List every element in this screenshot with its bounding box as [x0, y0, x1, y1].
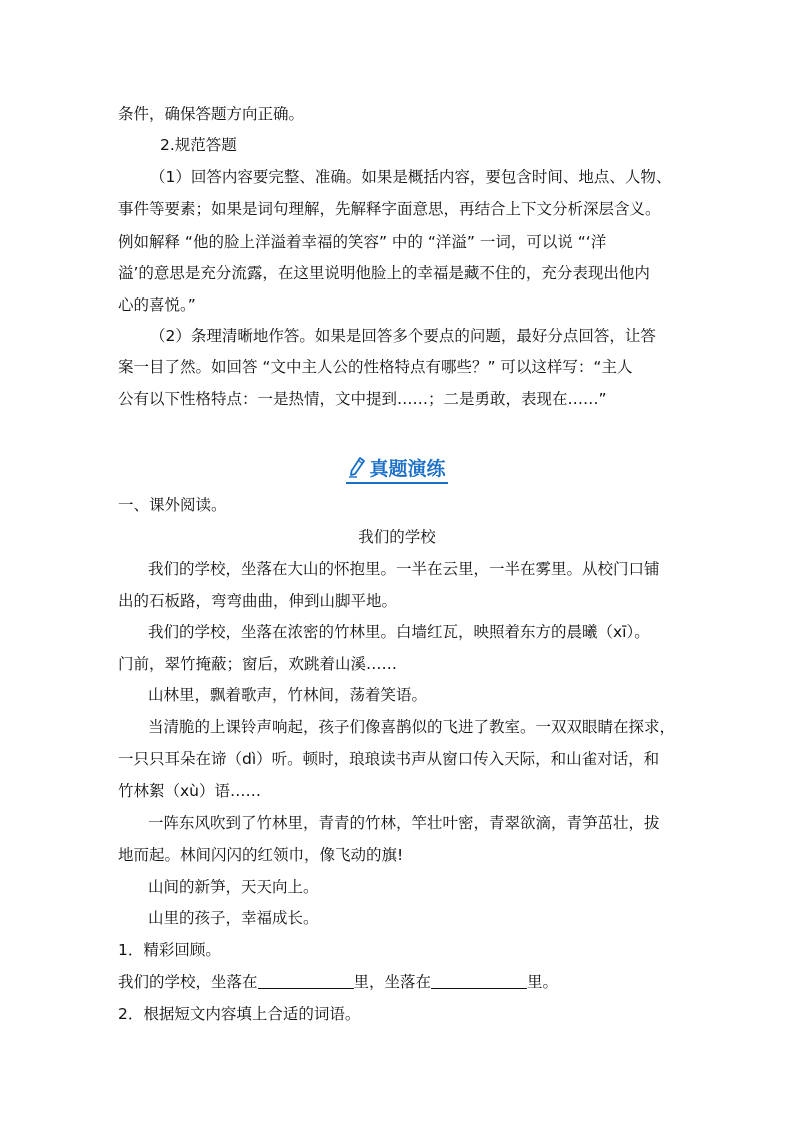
- question-1-text: 我们的学校，坐落在: [118, 973, 258, 991]
- passage-line: 门前，翠竹掩蔽；窗后，欢跳着山溪……: [118, 655, 398, 673]
- passage-line: 一阵东风吹到了竹林里，青青的竹林，竿壮叶密，青翠欲滴，青笋茁壮，拔: [148, 814, 660, 832]
- section-label: 一、课外阅读。: [118, 496, 227, 514]
- text-line: 公有以下性格特点：一是热情，文中提到……；二是勇敢，表现在……”: [118, 390, 607, 408]
- text-line: 心的喜悦。”: [118, 296, 196, 314]
- passage-line: 山里的孩子，幸福成长。: [148, 909, 319, 927]
- text-line: 事件等要素；如果是词句理解，先解释字面意思，再结合上下文分析深层含义。: [118, 200, 661, 218]
- subsection-title: 2.规范答题: [160, 136, 237, 154]
- text-line: （2）条理清晰地作答。如果是回答多个要点的问题，最好分点回答，让答: [150, 327, 656, 345]
- text-line: 案一目了然。如回答 “文中主人公的性格特点有哪些？” 可以这样写：“主人: [118, 358, 633, 376]
- passage-line: 出的石板路，弯弯曲曲，伸到山脚平地。: [118, 592, 398, 610]
- passage-line: 地而起。林间闪闪的红领巾，像飞动的旗!: [118, 846, 404, 864]
- section-heading-wrap: [0, 456, 794, 484]
- question-1-label: 1．精彩回顾。: [118, 941, 221, 959]
- section-heading: [346, 456, 447, 484]
- question-1-text: 里，坐落在: [353, 973, 432, 991]
- section-heading-text: 真题演练: [369, 458, 446, 480]
- answer-blank[interactable]: [258, 972, 354, 989]
- question-1-body: [118, 972, 678, 992]
- text-line: （1）回答内容要完整、准确。如果是概括内容，要包含时间、地点、人物、: [150, 168, 672, 186]
- passage-line: 一只只耳朵在谛（dì）听。顿时，琅琅读书声从窗口传入天际，和山雀对话，和: [118, 750, 660, 768]
- text-line: 例如解释 “他的脸上洋溢着幸福的笑容” 中的 “洋溢” 一词，可以说 “‘洋: [118, 233, 607, 251]
- passage-line: 山林里，飘着歌声，竹林间，荡着笑语。: [148, 686, 428, 704]
- text-line: 条件，确保答题方向正确。: [118, 105, 305, 123]
- question-2-label: 2．根据短文内容填上合适的词语。: [118, 1005, 361, 1023]
- pen-icon: [348, 456, 366, 478]
- passage-line: 竹林絮（xù）语……: [118, 782, 261, 800]
- answer-blank[interactable]: [431, 972, 527, 989]
- passage-title: 我们的学校: [358, 528, 436, 546]
- passage-line: 我们的学校，坐落在大山的怀抱里。一半在云里，一半在雾里。从校门口铺: [148, 560, 660, 578]
- text-line: 溢’的意思是充分流露，在这里说明他脸上的幸福是藏不住的，充分表现出他内: [118, 264, 650, 282]
- passage-line: 我们的学校，坐落在浓密的竹林里。白墙红瓦，映照着东方的晨曦（xī）。: [148, 623, 650, 641]
- passage-line: 当清脆的上课铃声响起，孩子们像喜鹊似的飞进了教室。一双双眼睛在探求，: [148, 718, 676, 736]
- question-1-text: 里。: [527, 973, 559, 991]
- passage-line: 山间的新笋，天天向上。: [148, 878, 319, 896]
